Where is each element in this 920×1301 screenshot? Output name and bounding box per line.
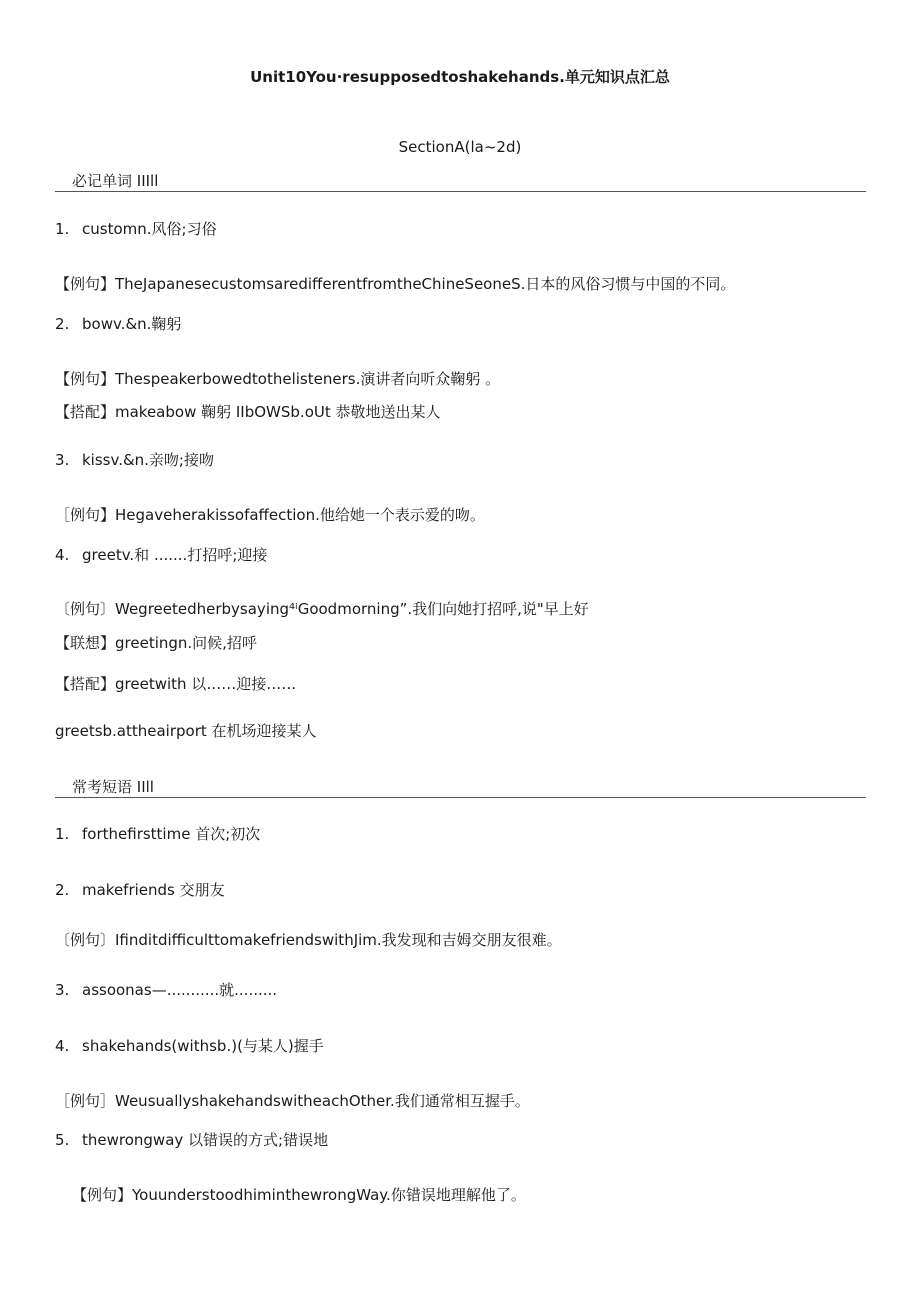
vocab-item-4: 4. greetv.和 .......打招呼;迎接 xyxy=(55,546,268,564)
phrase-item-2: 2. makefriends 交朋友 xyxy=(55,881,225,899)
phrase-item-1: 1. forthefirsttime 首次;初次 xyxy=(55,825,261,843)
vocab-example-2: 【例句】Thespeakerbowedtothelisteners.演讲者向听众鞠躬 。 xyxy=(55,370,501,388)
vocab-association-4: 【联想】greetingn.问候,招呼 xyxy=(55,634,257,652)
vocab-item-3: 3. kissv.&n.亲吻;接吻 xyxy=(55,451,214,469)
phrase-example-4: ［例句］WeusuallyshakehandswitheachOther.我们通常相互握手。 xyxy=(55,1092,530,1110)
vocab-item-2: 2. bowv.&n.鞠躬 xyxy=(55,315,182,333)
vocab-example-3: ［例句】Hegaveherakissofaffection.他给她一个表示爱的吻。 xyxy=(55,506,485,524)
phrase-item-4: 4. shakehands(withsb.)(与某人)握手 xyxy=(55,1037,324,1055)
section-title: SectionA(la~2d) xyxy=(398,138,522,156)
phrase-example-2: 〔例句〕IfinditdifficulttomakefriendswithJim.我发现和吉姆交朋友很难。 xyxy=(55,931,562,949)
vocab-collocation-4: 【搭配】greetwith 以……迎接…… xyxy=(55,675,297,693)
vocab-divider xyxy=(55,191,866,192)
phrases-heading: 常考短语 IIll xyxy=(72,778,154,796)
phrase-item-5: 5. thewrongway 以错误的方式;错误地 xyxy=(55,1131,329,1149)
vocab-item-1: 1. customn.风俗;习俗 xyxy=(55,220,217,238)
vocab-heading: 必记单词 IIIll xyxy=(72,172,159,190)
vocab-example-4: 〔例句〕Wegreetedherbysaying⁴ⁱGoodmorning”.我们向她打招呼,说"早上好 xyxy=(55,600,589,618)
page-title: Unit10You·resupposedtoshakehands.单元知识点汇总 xyxy=(250,68,670,86)
phrases-divider xyxy=(55,797,866,798)
vocab-example-1: 【例句】TheJapanesecustomsaredifferentfromtheChineSeoneS.日本的风俗习惯与中国的不同。 xyxy=(55,275,736,293)
phrase-example-5: 【例句】YouunderstoodhiminthewrongWay.你错误地理解他了。 xyxy=(72,1186,526,1204)
phrase-item-3: 3. assoonas—...........就......... xyxy=(55,981,278,999)
vocab-collocation-2: 【搭配】makeabow 鞠躬 IIbOWSb.oUt 恭敬地送出某人 xyxy=(55,403,441,421)
vocab-collocation-4b: greetsb.attheairport 在机场迎接某人 xyxy=(55,722,317,740)
